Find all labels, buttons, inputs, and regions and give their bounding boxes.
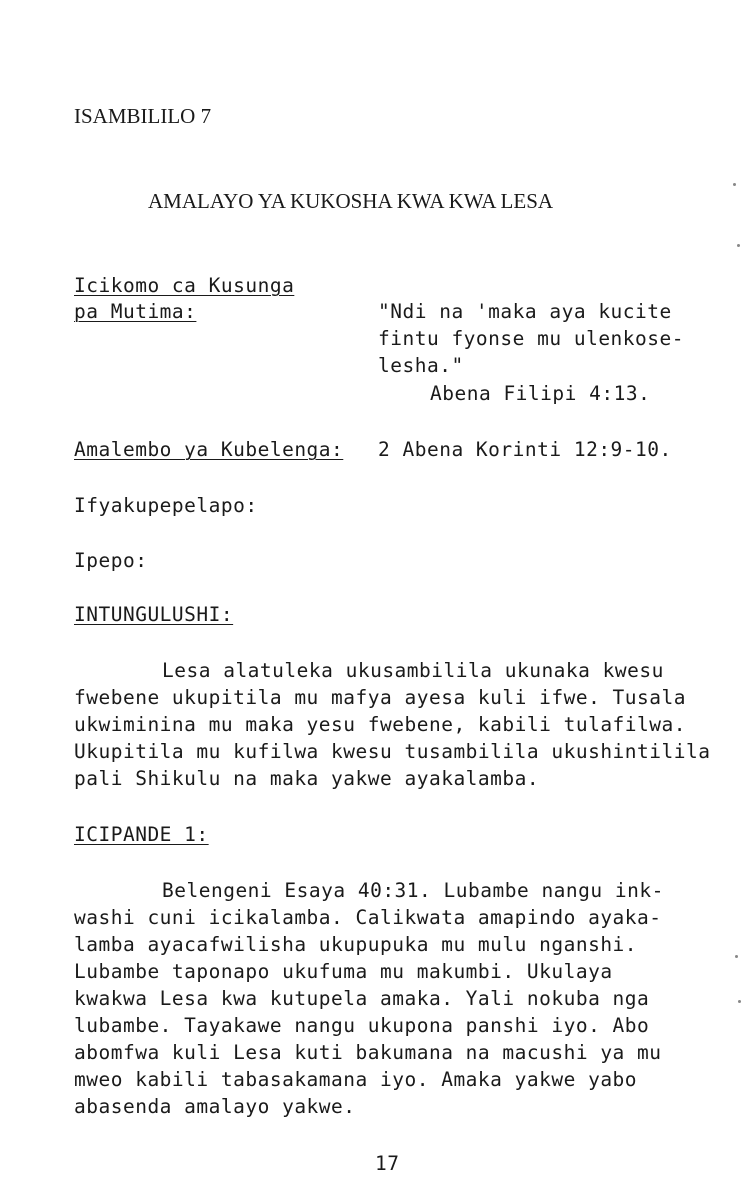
reading-label: Amalembo ya Kubelenga:	[74, 438, 344, 461]
paragraph-line: abomfwa kuli Lesa kuti bakumana na macushi ya mu	[74, 1041, 662, 1064]
part-1-heading: ICIPANDE 1:	[74, 823, 209, 846]
page-number: 17	[375, 1152, 400, 1175]
part-1-paragraph	[74, 877, 714, 1120]
introduction-heading: INTUNGULUSHI:	[74, 603, 234, 626]
memory-verse-text-line: "Ndi na 'maka aya kucite	[378, 300, 672, 323]
memory-verse-reference: Abena Filipi 4:13.	[430, 382, 651, 405]
paragraph-line: pali Shikulu na maka yakwe ayakalamba.	[74, 767, 540, 790]
scan-speck	[738, 1000, 741, 1003]
scan-speck	[737, 244, 740, 247]
reading-reference: 2 Abena Korinti 12:9-10.	[378, 438, 672, 461]
paragraph-line: fwebene ukupitila mu mafya ayesa kuli ifwe. Tusala	[74, 686, 686, 709]
paragraph-line: Lubambe taponapo ukufuma mu makumbi. Ukulaya	[74, 960, 613, 983]
prayer-label: Ipepo:	[74, 549, 148, 572]
paragraph-line: Lesa alatuleka ukusambilila ukunaka kwesu	[162, 659, 664, 682]
memory-verse-label-line-2: pa Mutima:	[74, 300, 197, 323]
memory-verse-text-line: lesha."	[378, 354, 464, 377]
paragraph-line: Belengeni Esaya 40:31. Lubambe nangu ink-	[162, 879, 664, 902]
needs-label: Ifyakupepelapo:	[74, 494, 258, 517]
scan-speck	[733, 183, 736, 186]
paragraph-line: kwakwa Lesa kwa kutupela amaka. Yali nokuba nga	[74, 987, 650, 1010]
paragraph-line: washi cuni icikalamba. Calikwata amapindo ayaka-	[74, 906, 662, 929]
page-title: AMALAYO YA KUKOSHA KWA KWA LESA	[148, 189, 554, 213]
paragraph-line: lubambe. Tayakawe nangu ukupona panshi iyo. Abo	[74, 1014, 650, 1037]
memory-verse-label-line-1: Icikomo ca Kusunga	[74, 274, 295, 297]
paragraph-line: mweo kabili tabasakamana iyo. Amaka yakwe yabo	[74, 1068, 638, 1091]
lesson-label: ISAMBILILO 7	[74, 104, 212, 128]
paragraph-line: ukwiminina mu maka yesu fwebene, kabili tulafilwa.	[74, 713, 686, 736]
paragraph-line: Ukupitila mu kufilwa kwesu tusambilila ukushintilila	[74, 740, 711, 763]
memory-verse-text-line: fintu fyonse mu ulenkose-	[378, 327, 684, 350]
scan-speck	[735, 955, 738, 958]
introduction-paragraph	[74, 657, 714, 792]
paragraph-line: abasenda amalayo yakwe.	[74, 1095, 356, 1118]
paragraph-line: lamba ayacafwilisha ukupupuka mu mulu nganshi.	[74, 933, 638, 956]
